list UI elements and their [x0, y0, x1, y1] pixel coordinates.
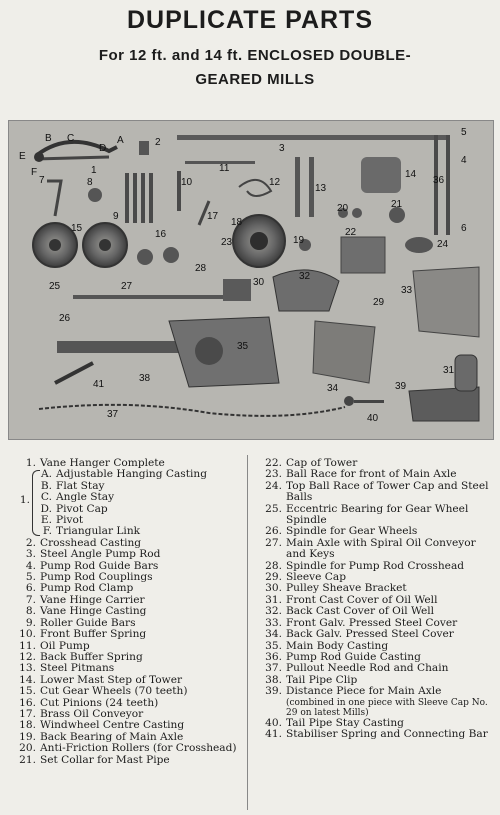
item-number: 35. — [265, 639, 282, 652]
item-label: Back Cast Cover of Oil Well — [286, 605, 435, 618]
page-subtitle — [40, 44, 470, 92]
item-label: Tail Pipe Clip — [286, 673, 358, 686]
item-label: (combined in one piece with Sleeve Cap No. 29 on latest Mills) — [286, 697, 488, 718]
photo-label: 40 — [367, 413, 379, 424]
photo-label: 15 — [71, 223, 83, 234]
item-label: Cut Pinions (24 teeth) — [40, 696, 159, 709]
item-number: 1. — [25, 457, 36, 469]
item-label: Spindle for Gear Wheels — [286, 525, 418, 538]
item-number: 5. — [25, 571, 36, 584]
item-number: 10. — [19, 628, 36, 641]
photo-label: A — [117, 135, 124, 146]
item-label: Stabiliser Spring and Connecting Bar — [286, 727, 488, 740]
photo-label: 39 — [395, 381, 407, 392]
item-label: Set Collar for Mast Pipe — [40, 753, 170, 766]
item-label: Flat Stay — [56, 479, 105, 492]
photo-label: 36 — [433, 175, 445, 186]
item-number: 11. — [19, 639, 36, 652]
item-label: Tail Pipe Stay Casting — [286, 716, 404, 729]
photo-label: 14 — [405, 169, 417, 180]
list-item — [262, 729, 498, 740]
item-number: 7. — [25, 593, 36, 606]
item-number: 20. — [19, 742, 36, 755]
item-letter: F. — [42, 525, 52, 538]
photo-label: E — [19, 151, 26, 162]
item-number: 34. — [265, 628, 282, 641]
item-number: 40. — [265, 716, 282, 729]
item-label: Ball Race for front of Main Axle — [286, 468, 457, 481]
item-label: Distance Piece for Main Axle — [286, 685, 442, 698]
item-number: 28. — [265, 559, 282, 572]
item-label: Vane Hinge Casting — [40, 605, 147, 618]
photo-label: 37 — [107, 409, 119, 420]
item-number: 31. — [265, 593, 282, 606]
item-label: Steel Pitmans — [40, 662, 115, 675]
item-number: 17. — [19, 707, 36, 720]
item-number: 14. — [19, 673, 36, 686]
photo-label: 26 — [59, 313, 71, 324]
photo-label: 23 — [221, 237, 233, 248]
item-number: 38. — [265, 673, 282, 686]
photo-label: 28 — [195, 263, 207, 274]
item-number: 24. — [265, 479, 282, 492]
item-number: 29. — [265, 571, 282, 584]
photo-label: 25 — [49, 281, 61, 292]
item-label: Sleeve Cap — [286, 571, 347, 584]
parts-illustration — [9, 121, 493, 439]
photo-label: 19 — [293, 235, 305, 246]
photo-label: 38 — [139, 373, 151, 384]
photo-label: 33 — [401, 285, 413, 296]
photo-label: 31 — [443, 365, 455, 376]
list-item — [16, 755, 244, 766]
item-number: 3. — [25, 548, 36, 561]
item-label: Back Bearing of Main Axle — [40, 730, 184, 743]
item-number: 37. — [265, 662, 282, 675]
photo-label: 32 — [299, 271, 311, 282]
list-item — [262, 481, 498, 504]
item-label: Main Body Casting — [286, 639, 389, 652]
item-number: 21. — [19, 753, 36, 766]
item-label: Eccentric Bearing for Gear Wheel Spindle — [286, 502, 469, 527]
parts-photograph — [8, 120, 494, 440]
sub-item-group — [16, 469, 244, 537]
photo-label: 13 — [315, 183, 327, 194]
photo-label: 8 — [87, 177, 93, 188]
photo-label: 12 — [269, 177, 281, 188]
item-label: Roller Guide Bars — [40, 616, 136, 629]
item-label: Cap of Tower — [286, 457, 358, 469]
item-label: Pulley Sheave Bracket — [286, 582, 407, 595]
subtitle-line-1: For 12 ft. and 14 ft. ENCLOSED DOUBLE- — [98, 47, 412, 64]
item-label: Crosshead Casting — [40, 536, 142, 549]
item-number: 23. — [265, 468, 282, 481]
item-number: 2. — [25, 536, 36, 549]
item-label: Vane Hanger Complete — [40, 457, 165, 469]
item-letter: E. — [40, 514, 52, 527]
photo-label: 17 — [207, 211, 219, 222]
photo-label: 30 — [253, 277, 265, 288]
item-label: Pump Rod Guide Bars — [40, 559, 159, 572]
item-number: 13. — [19, 662, 36, 675]
item-number: 30. — [265, 582, 282, 595]
photo-label: 10 — [181, 177, 193, 188]
item-number: 33. — [265, 616, 282, 629]
photo-label: 9 — [113, 211, 119, 222]
item-number: 9. — [25, 616, 36, 629]
parts-list-left — [16, 458, 244, 766]
item-label: Pivot — [56, 514, 84, 527]
item-letter: A. — [40, 468, 52, 481]
list-item — [262, 538, 498, 561]
item-label: Pump Rod Clamp — [40, 582, 134, 595]
brace-number: 1. — [19, 494, 30, 507]
list-item-note — [262, 698, 498, 718]
item-label: Pullout Needle Rod and Chain — [286, 662, 449, 675]
item-number: 8. — [25, 605, 36, 618]
photo-label: 11 — [219, 163, 230, 174]
item-label: Adjustable Hanging Casting — [56, 468, 207, 481]
item-label: Spindle for Pump Rod Crosshead — [286, 559, 465, 572]
photo-label: 41 — [93, 379, 105, 390]
photo-label: 7 — [39, 175, 45, 186]
item-label: Brass Oil Conveyor — [40, 707, 144, 720]
photo-label: F — [31, 167, 38, 178]
photo-label: 1 — [91, 165, 97, 176]
item-number: 18. — [19, 719, 36, 732]
item-number: 32. — [265, 605, 282, 618]
item-number: 16. — [19, 696, 36, 709]
photo-label: 18 — [231, 217, 243, 228]
photo-label: 21 — [391, 199, 403, 210]
item-label: Angle Stay — [56, 491, 115, 504]
photo-label: 35 — [237, 341, 249, 352]
item-number: 15. — [19, 685, 36, 698]
item-number: 26. — [265, 525, 282, 538]
list-item — [16, 492, 244, 503]
item-number: 12. — [19, 650, 36, 663]
item-label: Oil Pump — [40, 639, 90, 652]
item-label: Front Cast Cover of Oil Well — [286, 593, 438, 606]
item-letter: B. — [40, 479, 52, 492]
item-label: Back Buffer Spring — [40, 650, 143, 663]
item-label: Main Axle with Spiral Oil Conveyor and Keys — [286, 536, 476, 561]
photo-label: 5 — [461, 127, 467, 138]
photo-label: 20 — [337, 203, 349, 214]
item-label: Steel Angle Pump Rod — [40, 548, 161, 561]
item-letter: C. — [40, 491, 52, 504]
item-number: 39. — [265, 685, 282, 698]
item-label: Vane Hinge Carrier — [40, 593, 145, 606]
photo-label: 16 — [155, 229, 167, 240]
item-label: Lower Mast Step of Tower — [40, 673, 183, 686]
list-item — [262, 504, 498, 527]
item-label: Triangular Link — [56, 525, 141, 538]
photo-label: D — [99, 143, 107, 154]
item-label: Front Galv. Pressed Steel Cover — [286, 616, 458, 629]
item-label: Back Galv. Pressed Steel Cover — [286, 628, 454, 641]
photo-label: 24 — [437, 239, 449, 250]
photo-label: 6 — [461, 223, 467, 234]
item-label: Pivot Cap — [56, 502, 108, 515]
list-item — [262, 686, 498, 697]
parts-list-right — [262, 458, 498, 740]
item-label: Cut Gear Wheels (70 teeth) — [40, 685, 188, 698]
item-label: Top Ball Race of Tower Cap and Steel Balls — [286, 479, 489, 504]
item-label: Pump Rod Guide Casting — [286, 650, 421, 663]
item-number: 27. — [265, 536, 282, 549]
item-number: 22. — [265, 457, 282, 469]
item-label: Front Buffer Spring — [40, 628, 147, 641]
photo-label: 34 — [327, 383, 339, 394]
column-divider — [247, 455, 248, 810]
item-number: 25. — [265, 502, 282, 515]
item-letter: D. — [40, 502, 52, 515]
photo-label: B — [45, 133, 52, 144]
photo-label: 3 — [279, 143, 285, 154]
photo-label: C — [67, 133, 75, 144]
item-number: 4. — [25, 559, 36, 572]
photo-label: 4 — [461, 155, 467, 166]
item-number: 41. — [265, 727, 282, 740]
photo-label: 2 — [155, 137, 161, 148]
item-label: Pump Rod Couplings — [40, 571, 153, 584]
page-title: DUPLICATE PARTS — [126, 6, 374, 34]
photo-label: 27 — [121, 281, 133, 292]
photo-label: 29 — [373, 297, 385, 308]
item-number: 19. — [19, 730, 36, 743]
item-number: 36. — [265, 650, 282, 663]
item-number: 6. — [25, 582, 36, 595]
item-label: Windwheel Centre Casting — [40, 719, 185, 732]
photo-label: 22 — [345, 227, 357, 238]
item-label: Anti-Friction Rollers (for Crosshead) — [40, 742, 237, 755]
subtitle-line-2: GEARED MILLS — [195, 71, 315, 88]
